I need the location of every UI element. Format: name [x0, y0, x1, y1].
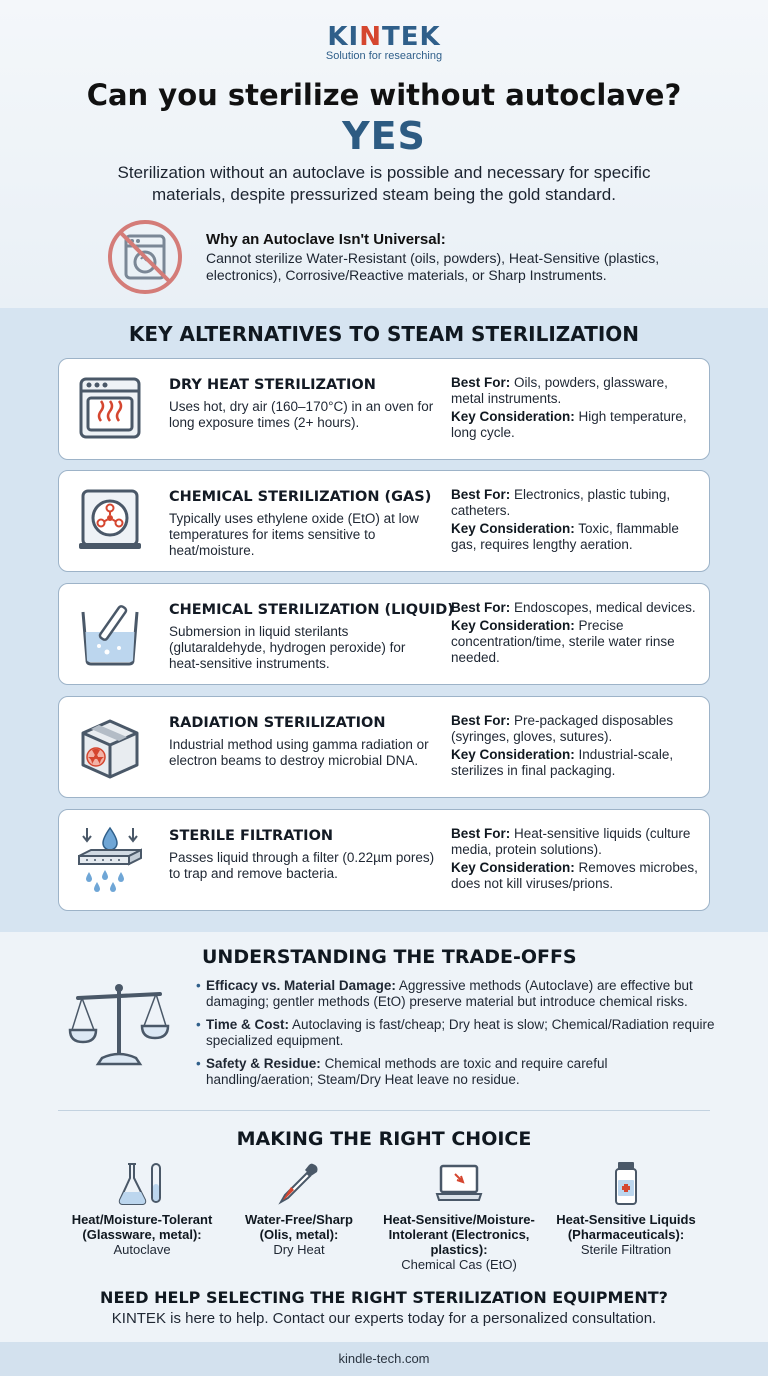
page-title: Can you sterilize without autoclave?: [86, 78, 682, 112]
method-card-chemical-liquid: [58, 583, 710, 685]
best-for-text: Oils, powders, glassware, metal instruments.: [451, 375, 668, 406]
method-card-filtration: [58, 809, 710, 911]
section-divider: [58, 1110, 710, 1111]
method-title: CHEMICAL STERILIZATION (GAS): [169, 489, 432, 505]
consideration-text: Removes microbes, does not kill viruses/prions.: [451, 860, 698, 891]
method-description: Passes liquid through a filter (0.22µm pores) to trap and remove bacteria.: [169, 850, 435, 881]
consideration-text: Precise concentration/time, sterile water rinse needed.: [451, 618, 675, 665]
brand-logo[interactable]: [0, 22, 768, 62]
intro-text: Sterilization without an autoclave is possible and necessary for specific materials, despite pressurized steam being the gold standard.: [117, 163, 651, 204]
tradeoffs-heading: UNDERSTANDING THE TRADE-OFFS: [202, 946, 577, 968]
best-for-text: Electronics, plastic tubing, catheters.: [451, 487, 671, 518]
brand-name: KINTEK: [327, 22, 441, 52]
method-details: Best For: Heat-sensitive liquids (culture media, protein solutions). Key Consideration: Removes microbes, does not kill viruses/prions.: [451, 826, 698, 891]
cta-title: NEED HELP SELECTING THE RIGHT STERILIZATION EQUIPMENT?: [100, 1288, 668, 1307]
footer-bar: [0, 1342, 768, 1376]
method-description: Industrial method using gamma radiation or electron beams to destroy microbial DNA.: [169, 737, 429, 768]
flask-icon: [118, 1160, 166, 1206]
method-title: RADIATION STERILIZATION: [169, 715, 386, 731]
method-card-dry-heat: [58, 358, 710, 460]
choice-heading: MAKING THE RIGHT CHOICE: [236, 1128, 532, 1150]
method-description: Uses hot, dry air (160–170°C) in an oven for long exposure times (2+ hours).: [169, 399, 434, 430]
method-title: DRY HEAT STERILIZATION: [169, 377, 376, 393]
choice-item-autoclave: [62, 1160, 222, 1257]
radiation-box-icon: [75, 711, 145, 781]
best-for-text: Endoscopes, medical devices.: [514, 600, 696, 615]
filter-icon: [75, 824, 145, 894]
tradeoffs-list: [196, 978, 716, 1095]
liquid-bath-icon: [75, 598, 145, 668]
best-for-text: Heat-sensitive liquids (culture media, protein solutions).: [451, 826, 691, 857]
gas-chamber-icon: [75, 485, 145, 555]
balance-scale-icon: [68, 980, 170, 1068]
choice-label: Heat-Sensitive/Moisture-Intolerant (Electronics, plastics):: [383, 1212, 535, 1257]
choice-method: Chemical Cas (EtO): [401, 1257, 517, 1272]
choice-label: Water-Free/Sharp (Olis, metal):: [245, 1212, 353, 1242]
method-title: STERILE FILTRATION: [169, 828, 334, 844]
method-title: CHEMICAL STERILIZATION (LIQUID): [169, 602, 454, 618]
consideration-text: Toxic, flammable gas, requires lengthy aeration.: [451, 521, 679, 552]
choice-label: Heat/Moisture-Tolerant (Glassware, metal):: [71, 1212, 213, 1242]
footer-link[interactable]: kindle-tech.com: [338, 1351, 430, 1366]
list-item: • Safety & Residue: Chemical methods are toxic and require careful handling/aeration; Steam/Dry Heat leave no residue.: [196, 1056, 716, 1088]
alternatives-heading: KEY ALTERNATIVES TO STEAM STERILIZATION: [128, 322, 640, 346]
method-description: Submersion in liquid sterilants (glutaraldehyde, hydrogen peroxide) for heat-sensitive instruments.: [169, 624, 406, 671]
best-for-text: Pre-packaged disposables (syringes, gloves, sutures).: [451, 713, 674, 744]
brand-tagline: Solution for researching: [325, 50, 443, 62]
choice-label: Heat-Sensitive Liquids (Pharmaceuticals):: [556, 1212, 696, 1242]
laptop-icon: [435, 1160, 483, 1206]
consideration-text: High temperature, long cycle.: [451, 409, 687, 440]
list-item: • Efficacy vs. Material Damage: Aggressive methods (Autoclave) are effective but damaging; gentler methods (EtO) preserve material but introduce chemical risks.: [196, 978, 716, 1010]
method-details: Best For: Pre-packaged disposables (syringes, gloves, sutures). Key Consideration: Industrial-scale, sterilizes in final packaging.: [451, 713, 674, 778]
why-text: Cannot sterilize Water-Resistant (oils, powders), Heat-Sensitive (plastics, electronics), Corrosive/Reactive materials, or Sharp Instruments.: [206, 250, 660, 283]
list-item: • Time & Cost: Autoclaving is fast/cheap; Dry heat is slow; Chemical/Radiation require specialized equipment.: [196, 1017, 716, 1049]
vial-icon: [602, 1160, 650, 1206]
method-details: Best For: Oils, powders, glassware, metal instruments. Key Consideration: High temperature, long cycle.: [451, 375, 687, 440]
no-autoclave-icon: [106, 218, 184, 296]
answer-yes: YES: [342, 114, 426, 158]
consideration-text: Industrial-scale, sterilizes in final packaging.: [451, 747, 674, 778]
oven-icon: [75, 373, 145, 443]
cta-text: KINTEK is here to help. Contact our experts today for a personalized consultation.: [111, 1310, 657, 1327]
choice-method: Dry Heat: [273, 1242, 325, 1257]
method-card-radiation: [58, 696, 710, 798]
choice-method: Autoclave: [113, 1242, 171, 1257]
choice-item-dry-heat: [232, 1160, 366, 1257]
choice-item-chemical-gas: [372, 1160, 546, 1272]
method-description: Typically uses ethylene oxide (EtO) at low temperatures for items sensitive to heat/moisture.: [169, 511, 419, 558]
choice-item-filtration: [552, 1160, 700, 1257]
method-details: Best For: Endoscopes, medical devices. Key Consideration: Precise concentration/time, sterile water rinse needed.: [451, 600, 696, 665]
choice-method: Sterile Filtration: [580, 1242, 672, 1257]
dropper-icon: [275, 1160, 323, 1206]
method-details: Best For: Electronics, plastic tubing, catheters. Key Consideration: Toxic, flammable gas, requires lengthy aeration.: [451, 487, 679, 552]
why-title: Why an Autoclave Isn't Universal:: [206, 231, 446, 248]
method-card-chemical-gas: [58, 470, 710, 572]
